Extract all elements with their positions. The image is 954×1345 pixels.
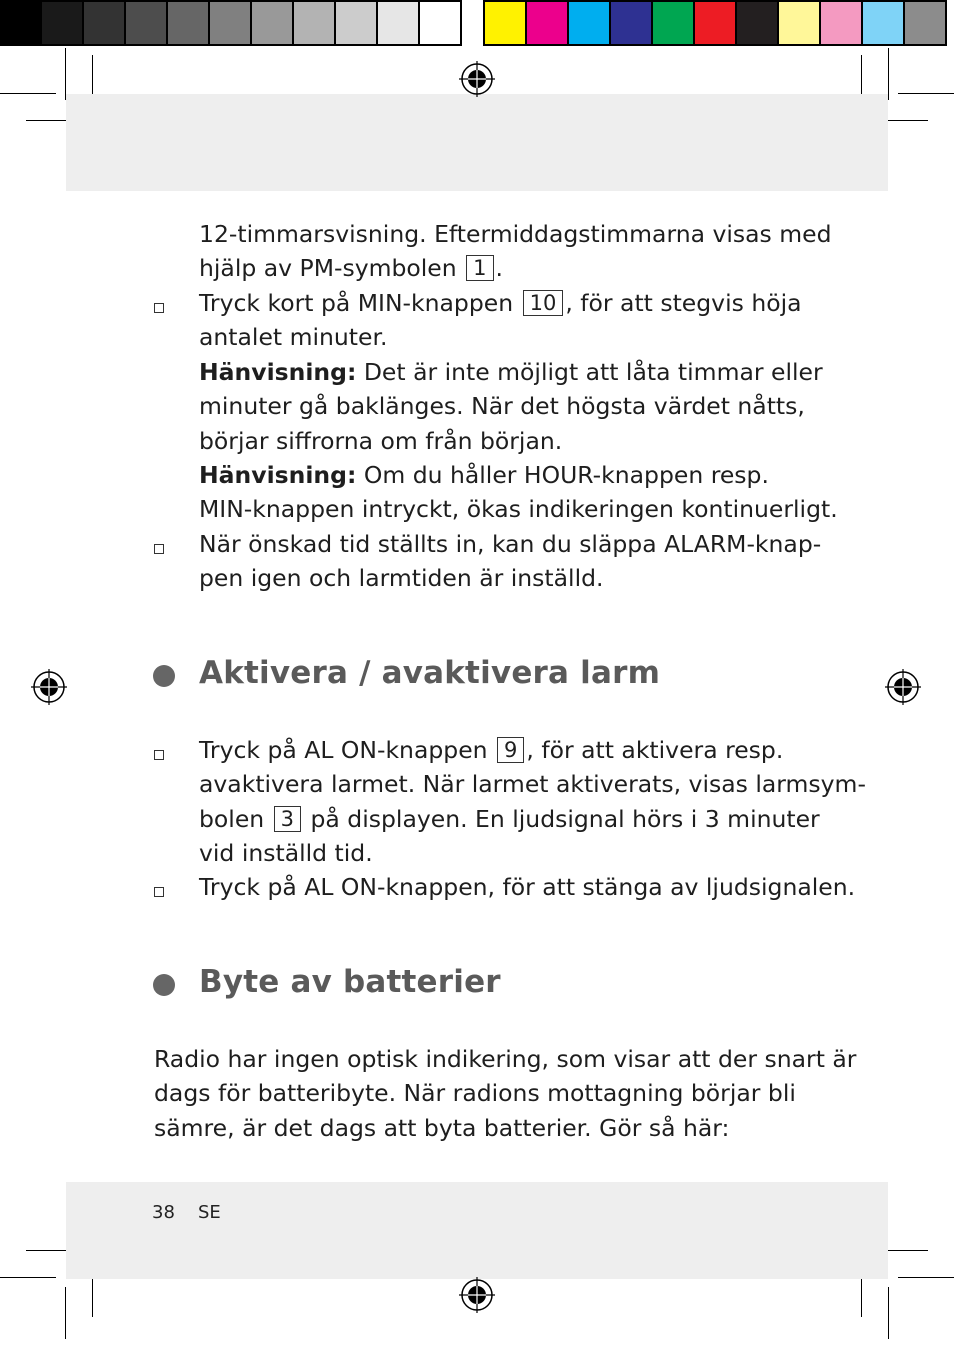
text-line: börjar siffrorna om från början.: [199, 426, 563, 455]
color-swatch: [569, 0, 611, 46]
color-swatch: [905, 0, 947, 46]
text-line: Tryck på AL ON-knappen: [199, 736, 488, 764]
list-item: [199, 870, 856, 904]
note-label: Hänvisning:: [199, 461, 357, 490]
text-line: Om du håller HOUR-knappen resp.: [356, 461, 769, 490]
text-line: , för att aktivera resp.: [526, 736, 784, 764]
reference-number-box: 9: [497, 737, 524, 763]
gray-swatch: [126, 0, 168, 46]
gray-swatch: [420, 0, 462, 46]
footer-band: [66, 1182, 888, 1279]
registration-mark-icon: [459, 1277, 495, 1313]
section-heading: Aktivera / avaktivera larm: [199, 655, 661, 691]
text-line: Tryck kort på MIN-knappen: [199, 289, 514, 317]
text-line: på displayen. En ljudsignal hörs i 3 minuter: [303, 804, 820, 833]
text-line: avaktivera larmet. När larmet aktiverats, visas larmsym-: [199, 770, 866, 799]
text-line: vid inställd tid.: [199, 839, 373, 868]
text-line: 12-timmarsvisning. Eftermiddagstimmarna visas med: [199, 220, 832, 248]
list-bullet-icon: [154, 544, 164, 554]
color-swatch: [653, 0, 695, 46]
text-line: .: [495, 254, 504, 283]
gray-swatch: [336, 0, 378, 46]
language-code: SE: [198, 1202, 221, 1223]
gray-swatch: [378, 0, 420, 46]
registration-mark-icon: [459, 61, 495, 97]
crop-mark: [0, 1277, 56, 1278]
text-line: hjälp av PM-symbolen: [199, 254, 457, 283]
text-line: dags för batteribyte. När radions mottagning börjar bli: [154, 1079, 796, 1108]
text-line: bolen: [199, 804, 265, 833]
body-paragraph: [154, 1042, 857, 1145]
crop-mark: [898, 93, 954, 94]
text-line: pen igen och larmtiden är inställd.: [199, 564, 604, 593]
note-label: Hänvisning:: [199, 357, 357, 386]
reference-number-box: 3: [274, 806, 301, 832]
gray-swatch: [42, 0, 84, 46]
crop-mark: [888, 48, 889, 100]
header-band: [66, 94, 888, 191]
registration-mark-icon: [885, 669, 921, 705]
color-swatch: [821, 0, 863, 46]
text-line: Det är inte möjligt att låta timmar eller: [356, 357, 823, 386]
reference-number-box: 10: [523, 290, 564, 316]
continuation-paragraph: [199, 217, 832, 286]
color-swatch: [527, 0, 569, 46]
page-number: 38: [152, 1202, 175, 1223]
color-swatch: [779, 0, 821, 46]
reference-number-box: 1: [466, 255, 493, 281]
gray-swatch: [0, 0, 42, 46]
list-bullet-icon: [154, 887, 164, 897]
crop-mark: [898, 1277, 954, 1278]
text-line: MIN-knappen intryckt, ökas indikeringen kontinuerligt.: [199, 495, 838, 524]
text-line: Tryck på AL ON-knappen, för att stänga av ljudsignalen.: [199, 873, 856, 901]
color-swatch: [863, 0, 905, 46]
gray-swatch: [252, 0, 294, 46]
section-heading: Byte av batterier: [199, 964, 501, 1000]
text-line: sämre, är det dags att byta batterier. Gör så här:: [154, 1113, 730, 1142]
color-calibration-bar: [483, 0, 947, 46]
crop-mark: [65, 48, 66, 100]
color-swatch: [483, 0, 527, 46]
gray-swatch: [210, 0, 252, 46]
list-item: [199, 527, 822, 596]
text-line: , för att stegvis höja: [565, 289, 802, 317]
color-swatch: [737, 0, 779, 46]
list-item: [199, 733, 866, 871]
gray-swatch: [84, 0, 126, 46]
crop-mark: [882, 120, 928, 121]
crop-mark: [0, 93, 56, 94]
gray-swatch: [168, 0, 210, 46]
gray-swatch: [294, 0, 336, 46]
text-line: minuter gå baklänges. När det högsta värdet nåtts,: [199, 392, 805, 421]
crop-mark: [888, 1287, 889, 1339]
crop-mark: [65, 1287, 66, 1339]
heading-bullet-icon: [153, 974, 175, 996]
list-item: [199, 286, 838, 527]
grayscale-calibration-bar: [0, 0, 462, 46]
color-swatch: [695, 0, 737, 46]
heading-bullet-icon: [153, 665, 175, 687]
text-line: antalet minuter.: [199, 323, 388, 352]
text-line: Radio har ingen optisk indikering, som visar att der snart är: [154, 1045, 857, 1073]
text-line: När önskad tid ställts in, kan du släppa ALARM-knap-: [199, 530, 822, 558]
color-swatch: [611, 0, 653, 46]
list-bullet-icon: [154, 750, 164, 760]
list-bullet-icon: [154, 303, 164, 313]
crop-mark: [882, 1250, 928, 1251]
registration-mark-icon: [31, 669, 67, 705]
